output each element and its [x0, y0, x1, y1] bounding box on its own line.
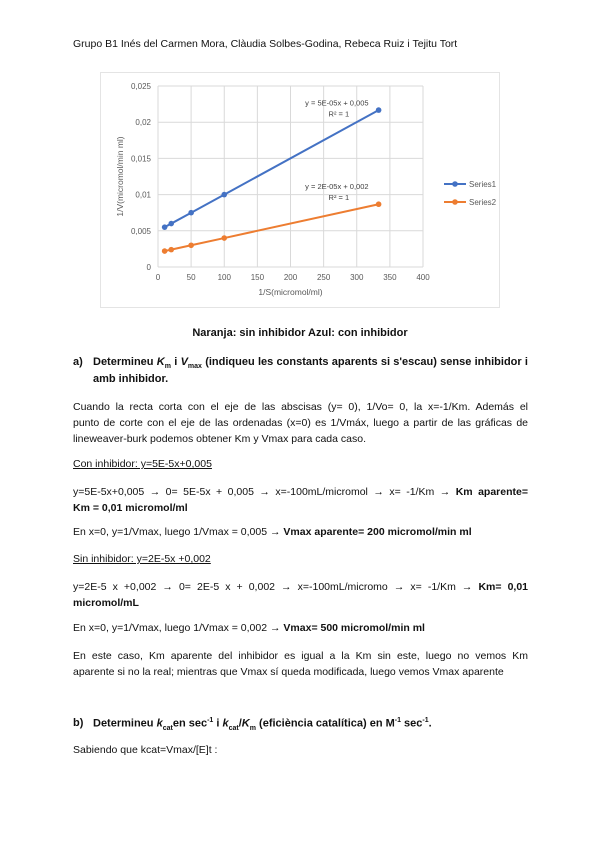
sin-inhibidor-calc: y=2E-5 x +0,002 → 0= 2E-5 x + 0,002 → x=-100mL/micromo → x= -1/Km → Km= 0,01 micromol/mL	[73, 581, 528, 609]
x-tick-label: 250	[316, 273, 331, 282]
y-tick-label: 0,01	[135, 190, 151, 200]
question-a-text-cont: amb inhibidor.	[93, 373, 169, 386]
data-point	[188, 242, 194, 248]
chart-svg	[101, 73, 499, 307]
data-point	[162, 224, 168, 230]
series-line-series1	[165, 110, 379, 227]
paragraph-conclusion	[73, 648, 528, 680]
data-point	[168, 247, 174, 253]
lineweaver-burk-chart	[100, 72, 500, 308]
y-tick-label: 0,025	[130, 82, 151, 91]
y-tick-label: 0,02	[135, 118, 151, 128]
question-a	[73, 356, 528, 385]
series-line-series2	[165, 204, 379, 251]
page-header: Grupo B1 Inés del Carmen Mora, Clàudia Solbes-Godina, Rebeca Ruiz i Tejitu Tort	[73, 38, 458, 50]
x-tick-label: 350	[383, 273, 397, 282]
text-line: Cuando la recta corta con el eje de las abscisas (y= 0), 1/Vo= 0, la x=-1/Km. Además el	[73, 401, 528, 413]
text-line: punto de corte con el eje de las ordenadas (x=0) es 1/Vmáx, luego a partir de las gráficas de	[73, 417, 528, 429]
question-b-label: b)	[73, 717, 84, 729]
legend-marker	[452, 181, 458, 187]
question-a-text: Determineu $K_m$ i $V_{max}$ (indiqueu les constants aparents si s'escau) sense inhibidor i	[93, 356, 528, 371]
data-point	[221, 192, 227, 198]
text-line: lineweaver-burk podemos obtener Km y Vmax para cada caso.	[73, 433, 366, 445]
legend-marker	[452, 199, 458, 205]
x-tick-label: 100	[217, 273, 231, 282]
y-tick-label: 0	[146, 263, 151, 272]
question-a-label: a)	[73, 356, 83, 368]
x-tick-label: 0	[155, 273, 161, 282]
question-b-text: Determineu $k_{cat}en$ $\sec^{-1} i$ $k_{cat}/K_m$ (eficiència catalítica) en $M^{-1}$ $\sec^{-1}$.	[93, 717, 432, 732]
paragraph-intro	[73, 399, 528, 447]
legend-label: Series1	[469, 180, 497, 189]
chart-caption: Naranja: sin inhibidor Azul: con inhibidor	[192, 327, 408, 339]
trendline-r2: R² = 1	[328, 109, 350, 119]
trendline-r2: R² = 1	[328, 192, 350, 202]
x-tick-label: 50	[186, 273, 196, 282]
trendline-equation: y = 2E-05x + 0,002	[305, 181, 369, 191]
question-b	[73, 717, 528, 732]
x-tick-label: 150	[250, 273, 265, 282]
y-tick-label: 0,005	[130, 226, 151, 236]
con-inhibidor-vmax: En x=0, y=1/Vmax, luego 1/Vmax = 0,005 → Vmax aparente= 200 micromol/min ml	[73, 526, 472, 538]
sin-inhibidor-title: Sin inhibidor: y=2E-5x +0,002	[73, 553, 211, 565]
x-tick-label: 200	[283, 273, 298, 282]
text-line: aparente si no la real; mientras que Vmax sí queda modificada, luego vemos Vmax aparente	[73, 666, 504, 678]
con-inhibidor-title: Con inhibidor: y=5E-5x+0,005	[73, 458, 212, 470]
data-point	[168, 221, 174, 227]
text-line: En este caso, Km aparente del inhibidor es igual a la Km sin este, luego no vemos Km	[73, 650, 528, 662]
x-tick-label: 300	[350, 273, 364, 282]
data-point	[188, 210, 194, 216]
con-inhibidor-calc: y=5E-5x+0,005 → 0= 5E-5x + 0,005 → x=-100mL/micromol → x= -1/Km → Km aparente= Km = 0,01 micromol/ml	[73, 486, 528, 514]
paragraph-kcat: Sabiendo que kcat=Vmax/[E]t :	[73, 744, 218, 756]
data-point	[376, 201, 382, 207]
legend-label: Series2	[469, 198, 497, 207]
data-point	[376, 107, 382, 113]
x-axis-label: 1/S(micromol/ml)	[258, 287, 323, 297]
x-tick-label: 400	[416, 273, 430, 282]
data-point	[162, 248, 168, 254]
y-axis-label: 1/V(micromol/min ml)	[115, 136, 125, 217]
data-point	[221, 235, 227, 241]
trendline-equation: y = 5E-05x + 0,005	[305, 98, 369, 108]
y-tick-label: 0,015	[130, 154, 151, 164]
sin-inhibidor-vmax: En x=0, y=1/Vmax, luego 1/Vmax = 0,002 → Vmax= 500 micromol/min ml	[73, 622, 425, 634]
